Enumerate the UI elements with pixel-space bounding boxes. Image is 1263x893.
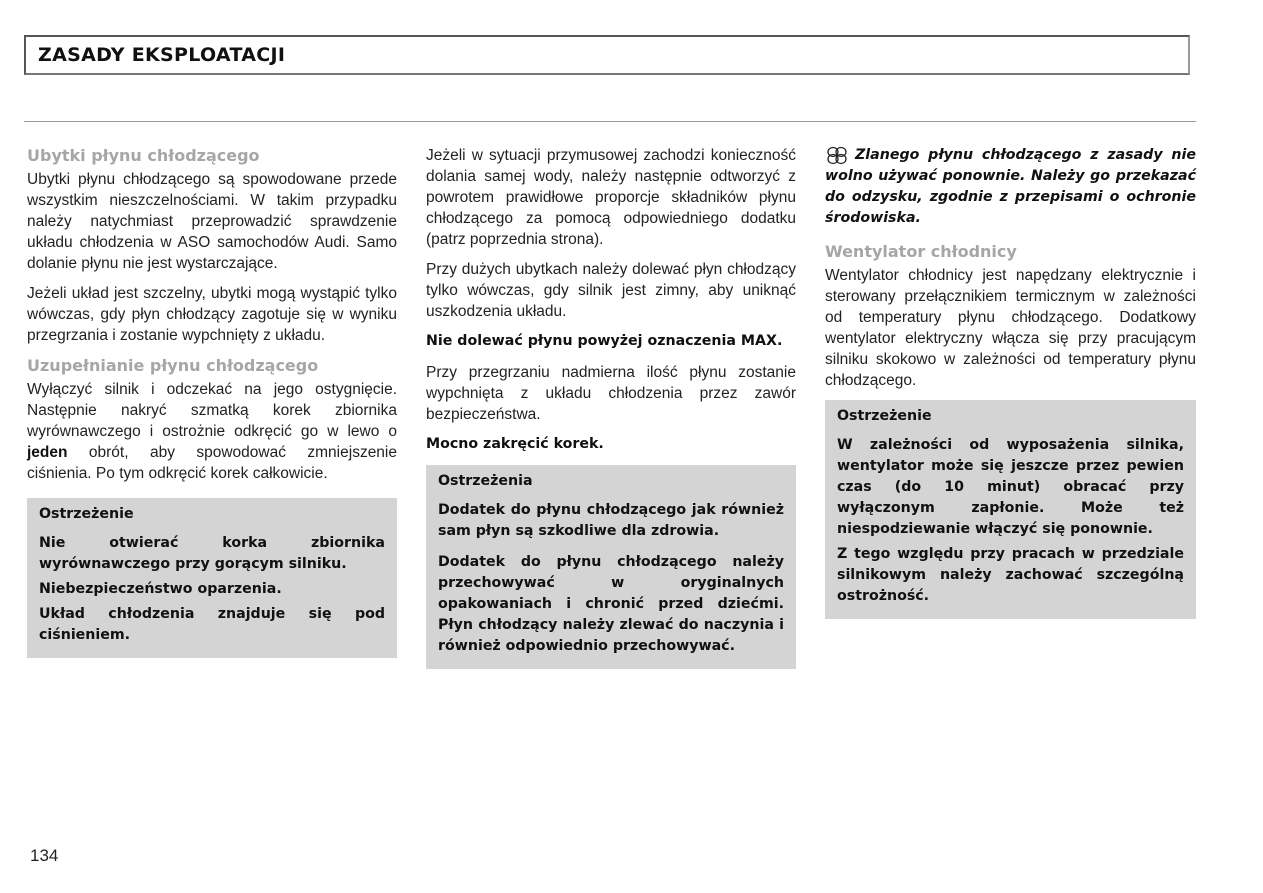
warning-line: Układ chłodzenia znajduje się pod ciśnieniem.: [39, 606, 385, 643]
column-3: [825, 145, 1196, 619]
warning-paragraph: Z tego względu przy pracach w przedziale silnikowym należy zachować szczególną ostrożność.: [837, 546, 1184, 604]
warning-line: Nie otwierać korka zbiornika wyrównawczego przy gorącym silniku.: [39, 535, 385, 572]
paragraph-water-only: Jeżeli w sytuacji przymusowej zachodzi konieczność dolania samej wody, należy następnie odtworzyć z powrotem prawidłowe proporcje składników płynu chłodzącego za pomocą odpowiedniego dodatku (patrz poprzednia strona).: [426, 147, 796, 248]
section-header-box: [24, 35, 1190, 75]
warning-title: Ostrzeżenia: [438, 473, 533, 489]
heading-coolant-loss: Ubytki płynu chłodzącego: [27, 146, 260, 165]
page-number: 134: [30, 846, 59, 865]
paragraph-radiator-fan: Wentylator chłodnicy jest napędzany elektrycznie i sterowany przełącznikiem termicznym w zależności od temperatury płynu chłodzącego. Dodatkowy wentylator elektryczny włącza się przy pracującym silniku skokowo w zależności od temperatury płynu chłodzącego.: [825, 267, 1196, 389]
warning-box-cap: [27, 498, 397, 658]
recycle-environment-icon: [825, 145, 855, 166]
paragraph-topping-up: Wyłączyć silnik i odczekać na jego ostygnięcie. Następnie nakryć szmatką korek zbiornika wyrównawczego i ostrożnie odkręcić go w lewo o jeden obrót, aby spowodować zmniejszenie ciśnienia. Po tym odkręcić korek całkowicie.: [27, 381, 397, 482]
warning-paragraph: W zależności od wyposażenia silnika, wentylator może się jeszcze przez pewien czas (do 10 minut) obracać przy wyłączonym zapłonie. Może też niespodziewanie włączyć się ponownie.: [837, 437, 1184, 537]
warning-paragraph: Dodatek do płynu chłodzącego należy przechowywać w oryginalnych opakowaniach i chronić przed dziećmi. Płyn chłodzący należy zlewać do naczynia i również odpowiednio przechowywać.: [438, 554, 784, 654]
paragraph-large-losses: Przy dużych ubytkach należy dolewać płyn chłodzący tylko wówczas, gdy silnik jest zimny, aby uniknąć uszkodzenia układu.: [426, 261, 796, 320]
warning-title: Ostrzeżenie: [837, 408, 932, 424]
warning-title: Ostrzeżenie: [39, 506, 134, 522]
column-1: [27, 145, 397, 658]
warning-box-fan: [825, 400, 1196, 619]
bold-note-tighten: Mocno zakręcić korek.: [426, 436, 604, 452]
heading-topping-up: Uzupełnianie płynu chłodzącego: [27, 356, 319, 375]
bold-one: jeden: [27, 444, 68, 461]
column-2: [426, 145, 796, 669]
horizontal-rule: [24, 121, 1196, 122]
warning-box-harmful: [426, 465, 796, 669]
warning-line: Niebezpieczeństwo oparzenia.: [39, 581, 282, 597]
environment-note: Zlanego płynu chłodzącego z zasady nie wolno używać ponownie. Należy go przekazać do odzysku, zgodnie z przepisami o ochronie środowiska.: [825, 147, 1196, 226]
bold-note-max: Nie dolewać płynu powyżej oznaczenia MAX.: [426, 333, 783, 349]
warning-paragraph: Dodatek do płynu chłodzącego jak również sam płyn są szkodliwe dla zdrowia.: [438, 502, 784, 539]
paragraph-overheating: Przy przegrzaniu nadmierna ilość płynu zostanie wypchnięta z układu chłodzenia przez zawór bezpieczeństwa.: [426, 364, 796, 423]
paragraph-tight-system: Jeżeli układ jest szczelny, ubytki mogą wystąpić tylko wówczas, gdy płyn chłodzący zagotuje się w wyniku przegrzania i zostanie wypchnięty z układu.: [27, 285, 397, 344]
heading-radiator-fan: Wentylator chłodnicy: [825, 242, 1017, 261]
paragraph-coolant-loss: Ubytki płynu chłodzącego są spowodowane przede wszystkim nieszczelnościami. W takim przypadku należy natychmiast przeprowadzić sprawdzenie układu chłodzenia w ASO samochodów Audi. Samo dolanie płynu nie jest wystarczające.: [27, 171, 397, 272]
section-title: ZASADY EKSPLOATACJI: [38, 44, 286, 66]
